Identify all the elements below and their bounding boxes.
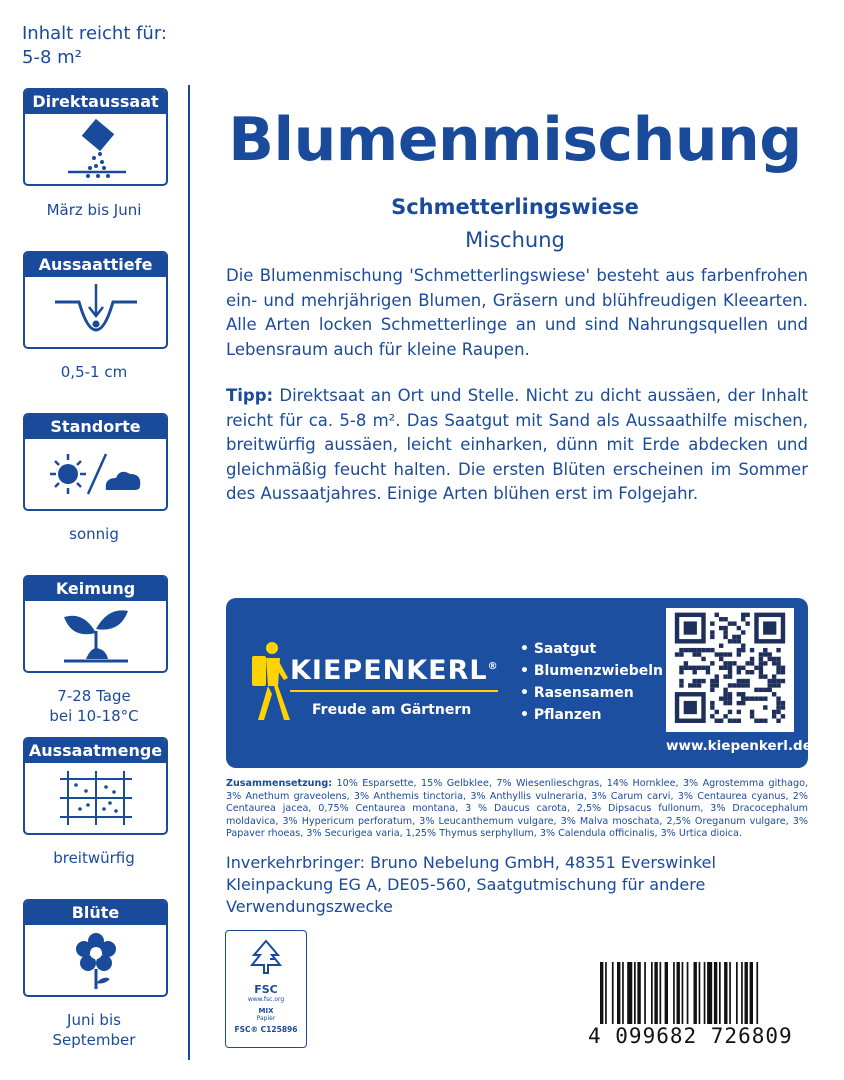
- barcode-bar: [605, 962, 607, 1024]
- sowing-icon: [25, 114, 166, 184]
- barcode-bar: [745, 962, 748, 1024]
- tip-paragraph: [226, 384, 808, 507]
- sidebar-caption-bluete: [0, 1010, 188, 1050]
- sidebar-box-title: Blüte: [25, 901, 166, 925]
- sidebar-box-title: Aussaatmenge: [25, 739, 166, 763]
- coverage-info: [22, 22, 167, 70]
- sidebar-box-title: Keimung: [25, 577, 166, 601]
- service-item: • Rasensamen: [520, 682, 663, 704]
- coverage-label: Inhalt reicht für:: [22, 23, 167, 44]
- tip-label: Tipp:: [226, 386, 274, 405]
- service-list: [520, 638, 663, 726]
- fsc-site: www.fsc.org: [247, 996, 285, 1003]
- service-item: • Pflanzen: [520, 704, 663, 726]
- distributor-line: Verwendungszwecke: [226, 897, 393, 916]
- barcode-bar: [707, 962, 712, 1024]
- composition-text: [226, 778, 808, 841]
- composition-list: 10% Esparsette, 15% Gelbklee, 7% Wiesenlieschgras, 14% Hornklee, 3% Agrostemma githago, 3% Anethum graveolens, 3% Anthemis tinctoria, 3% Anthyllis vulneraria, 3% Carum carvi, 3% Centaurea cyanus, 2% Centaurea jacea, 0,75% Centaurea montana, 3 % Daucus carota, 2,5% Dipsacus fullonum, 3% Dracocephalum moldavica, 3% Hypericum perforatum, 3% Leucanthemum vulgare, 3% Malva moschata, 2,5% Oreganum vulgare, 3% Papaver rhoeas, 3% Securigea varia, 1,25% Thymus serphyllum, 3% Calendula officinalis, 3% Urtica dioica.: [226, 778, 808, 839]
- caption-line: bei 10-18°C: [49, 707, 139, 725]
- barcode-graphic: [596, 962, 806, 1024]
- caption-line: Juni bis: [67, 1011, 121, 1029]
- sidebar-caption-standorte: [0, 524, 188, 544]
- sidebar-box-aussaatmenge: [23, 737, 168, 835]
- registered-mark: ®: [487, 661, 499, 672]
- barcode-bar: [654, 962, 657, 1024]
- product-subtitle: Schmetterlingswiese: [391, 195, 639, 219]
- brand-name: KIEPENKERL: [290, 655, 488, 686]
- barcode-bar: [665, 962, 668, 1024]
- service-item: • Saatgut: [520, 638, 663, 660]
- barcode-number: 4 099682 726809: [588, 1024, 793, 1048]
- sprout-icon: [25, 601, 166, 671]
- sidebar-caption-keimung: [0, 686, 188, 726]
- sidebar-box-standorte: [23, 413, 168, 511]
- product-type: Mischung: [465, 228, 565, 252]
- barcode-bar: [617, 962, 620, 1024]
- caption-line: 0,5-1 cm: [60, 363, 128, 381]
- distributor-line: Inverkehrbringer: Bruno Nebelung GmbH, 48351 Everswinkel: [226, 853, 716, 872]
- sidebar-box-title: Direktaussaat: [25, 90, 166, 114]
- barcode-bar: [673, 962, 675, 1024]
- depth-icon: [25, 277, 166, 347]
- barcode-bar: [660, 962, 662, 1024]
- sidebar-box-title: Standorte: [25, 415, 166, 439]
- fsc-material: Papier: [256, 1015, 276, 1022]
- qr-code-graphic: [666, 608, 794, 732]
- sidebar-caption-aussaatmenge: [0, 848, 188, 868]
- caption-line: 7-28 Tage: [57, 687, 131, 705]
- fsc-tree-icon: [246, 937, 286, 977]
- barcode-bar: [741, 962, 743, 1024]
- barcode-bar: [637, 962, 640, 1024]
- barcode-bar: [677, 962, 680, 1024]
- service-item: • Blumenzwiebeln: [520, 660, 663, 682]
- brand-banner: [226, 598, 812, 768]
- distributor-line: Kleinpackung EG A, DE05-560, Saatgutmischung für andere: [226, 875, 706, 894]
- barcode-bar: [622, 962, 624, 1024]
- brand-underline: [290, 690, 498, 692]
- caption-line: September: [52, 1031, 136, 1049]
- barcode-bar: [634, 962, 636, 1024]
- barcode-bar: [729, 962, 731, 1024]
- divider-line: [188, 85, 190, 1060]
- tip-text: Direktsaat an Ort und Stelle. Nicht zu dicht aussäen, der Inhalt reicht für ca. 5-8 m². Das Saatgut mit Sand als Aussaathilfe mischen, breitwürfig aussäen, leicht einharken, dünn mit Erde abdecken und gleichmäßig feucht halten. Die ersten Blüten erscheinen im Sommer des Aussaatjahres. Einige Arten blühen erst im Folgejahr.: [226, 386, 808, 503]
- fsc-name: FSC: [254, 983, 278, 996]
- brand-logo-text: [290, 655, 499, 686]
- barcode-bar: [644, 962, 646, 1024]
- barcode-bar: [756, 962, 758, 1024]
- brand-slogan: Freude am Gärtnern: [312, 702, 472, 718]
- website-link[interactable]: www.kiepenkerl.de: [666, 738, 812, 754]
- barcode-bar: [724, 962, 727, 1024]
- barcode-bar: [651, 962, 653, 1024]
- sidebar-box-bluete: [23, 899, 168, 997]
- fsc-label: [225, 930, 307, 1048]
- barcode-bar: [612, 962, 614, 1024]
- barcode-bar: [682, 962, 684, 1024]
- barcode-bar: [687, 962, 689, 1024]
- sun-cloud-icon: [25, 439, 166, 509]
- barcode-bar: [704, 962, 706, 1024]
- qr-code[interactable]: [666, 608, 794, 732]
- product-title: Blumenmischung: [228, 105, 802, 175]
- composition-label: Zusammensetzung:: [226, 778, 333, 789]
- hiker-logo-icon: [244, 638, 292, 722]
- sidebar-caption-direktaussaat: [0, 200, 188, 220]
- caption-line: März bis Juni: [46, 201, 142, 219]
- distributor-info: [226, 852, 816, 918]
- barcode-bar: [719, 962, 721, 1024]
- barcode-bar: [600, 962, 603, 1024]
- barcode-bar: [750, 962, 753, 1024]
- sidebar-box-aussaattiefe: [23, 251, 168, 349]
- fsc-code: FSC® C125896: [234, 1025, 298, 1034]
- sidebar-caption-aussaattiefe: [0, 362, 188, 382]
- barcode-bar: [736, 962, 738, 1024]
- coverage-value: 5-8 m²: [22, 47, 82, 68]
- sidebar-box-keimung: [23, 575, 168, 673]
- broadcast-grid-icon: [25, 763, 166, 833]
- caption-line: breitwürfig: [53, 849, 135, 867]
- flower-icon: [25, 925, 166, 995]
- sidebar-box-direktaussaat: [23, 88, 168, 186]
- sidebar-box-title: Aussaattiefe: [25, 253, 166, 277]
- barcode-bar: [714, 962, 717, 1024]
- barcode-bar: [627, 962, 632, 1024]
- fsc-mix: MIX: [258, 1007, 274, 1015]
- barcode-bar: [694, 962, 697, 1024]
- barcode-bar: [699, 962, 701, 1024]
- description-text: Die Blumenmischung 'Schmetterlingswiese' besteht aus farbenfrohen ein- und mehrjährigen Blumen, Gräsern und blühfreudigen Kleearten. Alle Arten locken Schmetterlinge an und sind Nahrungsquellen und Lebensraum auch für kleine Raupen.: [226, 266, 808, 359]
- caption-line: sonnig: [69, 525, 119, 543]
